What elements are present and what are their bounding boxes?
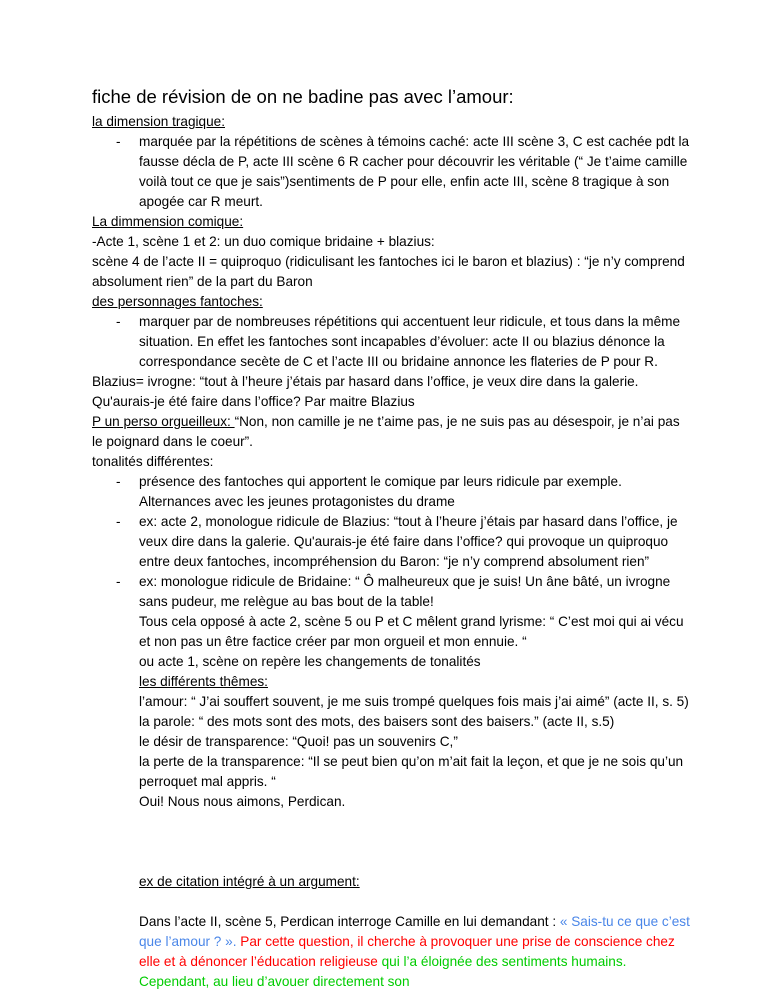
- theme-perte: la perte de la transparence: “Il se peut bien qu’on m’ait fait la leçon, et que je ne sois qu’un perroquet mal appris. “: [139, 754, 684, 789]
- tonalites-cont-1: Tous cela opposé à acte 2, scène 5 ou P et C mêlent grand lyrisme: “ C’est moi qui ai vécu et non pas un être factice créer par mon orgueil et mon ennuie. “: [139, 614, 684, 649]
- document-page: [92, 84, 692, 992]
- citation-text-green: qui l’a éloignée des sentiments humains. Cependant, au lieu d’avouer directement son: [139, 954, 627, 989]
- heading-tonalites: tonalités différentes:: [92, 454, 214, 469]
- tonalites-bullet-3: - ex: monologue ridicule de Bridaine: “ Ô malheureux que je suis! Un âne bâté, un ivrogne sans pudeur, me relègue au bas bout de la table!: [92, 572, 692, 612]
- citation-text-red: Par cette question, il cherche à provoquer une prise de conscience chez elle et à dénoncer l’éducation religieuse: [139, 934, 675, 969]
- tonalites-cont-2: ou acte 1, scène on repère les changements de tonalités: [139, 654, 481, 669]
- comique-line-2: scène 4 de l’acte II = quiproquo (ridiculisant les fantoches ici le baron et blazius) : “je n’y comprend absolument rien” de la part du Baron: [92, 254, 685, 289]
- citation-text-black: Dans l’acte II, scène 5, Perdican interroge Camille en lui demandant :: [139, 914, 560, 929]
- comique-line-1: -Acte 1, scène 1 et 2: un duo comique bridaine + blazius:: [92, 234, 435, 249]
- orgueilleux-paragraph: [92, 412, 692, 452]
- tonalites-bullet-2: - ex: acte 2, monologue ridicule de Blazius: “tout à l’heure j’étais par hasard dans l’office, je veux dire dans la galerie. Qu'aurais-je été faire dans l’office? qui provoque un quiproquo entre deux fantoches, incompréhension du Baron: “je n’y comprend absolument rien”: [92, 512, 692, 572]
- heading-themes: les différents thêmes:: [139, 674, 268, 689]
- heading-tragique: la dimension tragique:: [92, 114, 225, 129]
- heading-orgueilleux: P un perso orgueilleux:: [92, 414, 235, 429]
- tonalites-bullet-1: - présence des fantoches qui apportent le comique par leurs ridicule par exemple. Alternances avec les jeunes protagonistes du drame: [92, 472, 692, 512]
- theme-oui: Oui! Nous nous aimons, Perdican.: [139, 794, 346, 809]
- citation-paragraph: [92, 912, 692, 992]
- fantoches-bullet-1: - marquer par de nombreuses répétitions qui accentuent leur ridicule, et tous dans la même situation. En effet les fantoches sont incapables d’évoluer: acte II ou blazius dénonce la correspondance secète de C et l’acte III ou bridaine annonce les flateries de P pour R.: [92, 312, 692, 372]
- orgueilleux-text: “Non, non camille je ne t’aime pas, je ne suis pas au désespoir, je n’ai pas le poignard dans le coeur”.: [92, 414, 680, 449]
- theme-amour: l’amour: “ J’ai souffert souvent, je me suis trompé quelques fois mais j’ai aimé” (acte II, s. 5): [139, 694, 689, 709]
- heading-comique: La dimmension comique:: [92, 214, 244, 229]
- heading-citation: ex de citation intégré à un argument:: [139, 874, 360, 889]
- theme-parole: la parole: “ des mots sont des mots, des baisers sont des baisers.” (acte II, s.5): [139, 714, 615, 729]
- heading-fantoches: des personnages fantoches:: [92, 294, 263, 309]
- theme-desir: le désir de transparence: “Quoi! pas un souvenirs C,”: [139, 734, 458, 749]
- citation-text-blue: « Sais-tu ce que c’est que l’amour ? ».: [139, 914, 690, 949]
- fantoches-line-1: Blazius= ivrogne: “tout à l’heure j’étais par hasard dans l’office, je veux dire dans la galerie. Qu'aurais-je été faire dans l’office? Par maitre Blazius: [92, 374, 639, 409]
- page-title: fiche de révision de on ne badine pas avec l’amour:: [92, 86, 514, 107]
- tragique-bullet-1: - marquée par la répétitions de scènes à témoins caché: acte III scène 3, C est cachée pdt la fausse décla de P, acte III scène 6 R cacher pour découvrir les véritable (“ Je t’aime camille voilà tout ce que je sais”)sentiments de P pour elle, enfin acte III, scène 8 tragique à son apogée car R meurt.: [92, 132, 692, 212]
